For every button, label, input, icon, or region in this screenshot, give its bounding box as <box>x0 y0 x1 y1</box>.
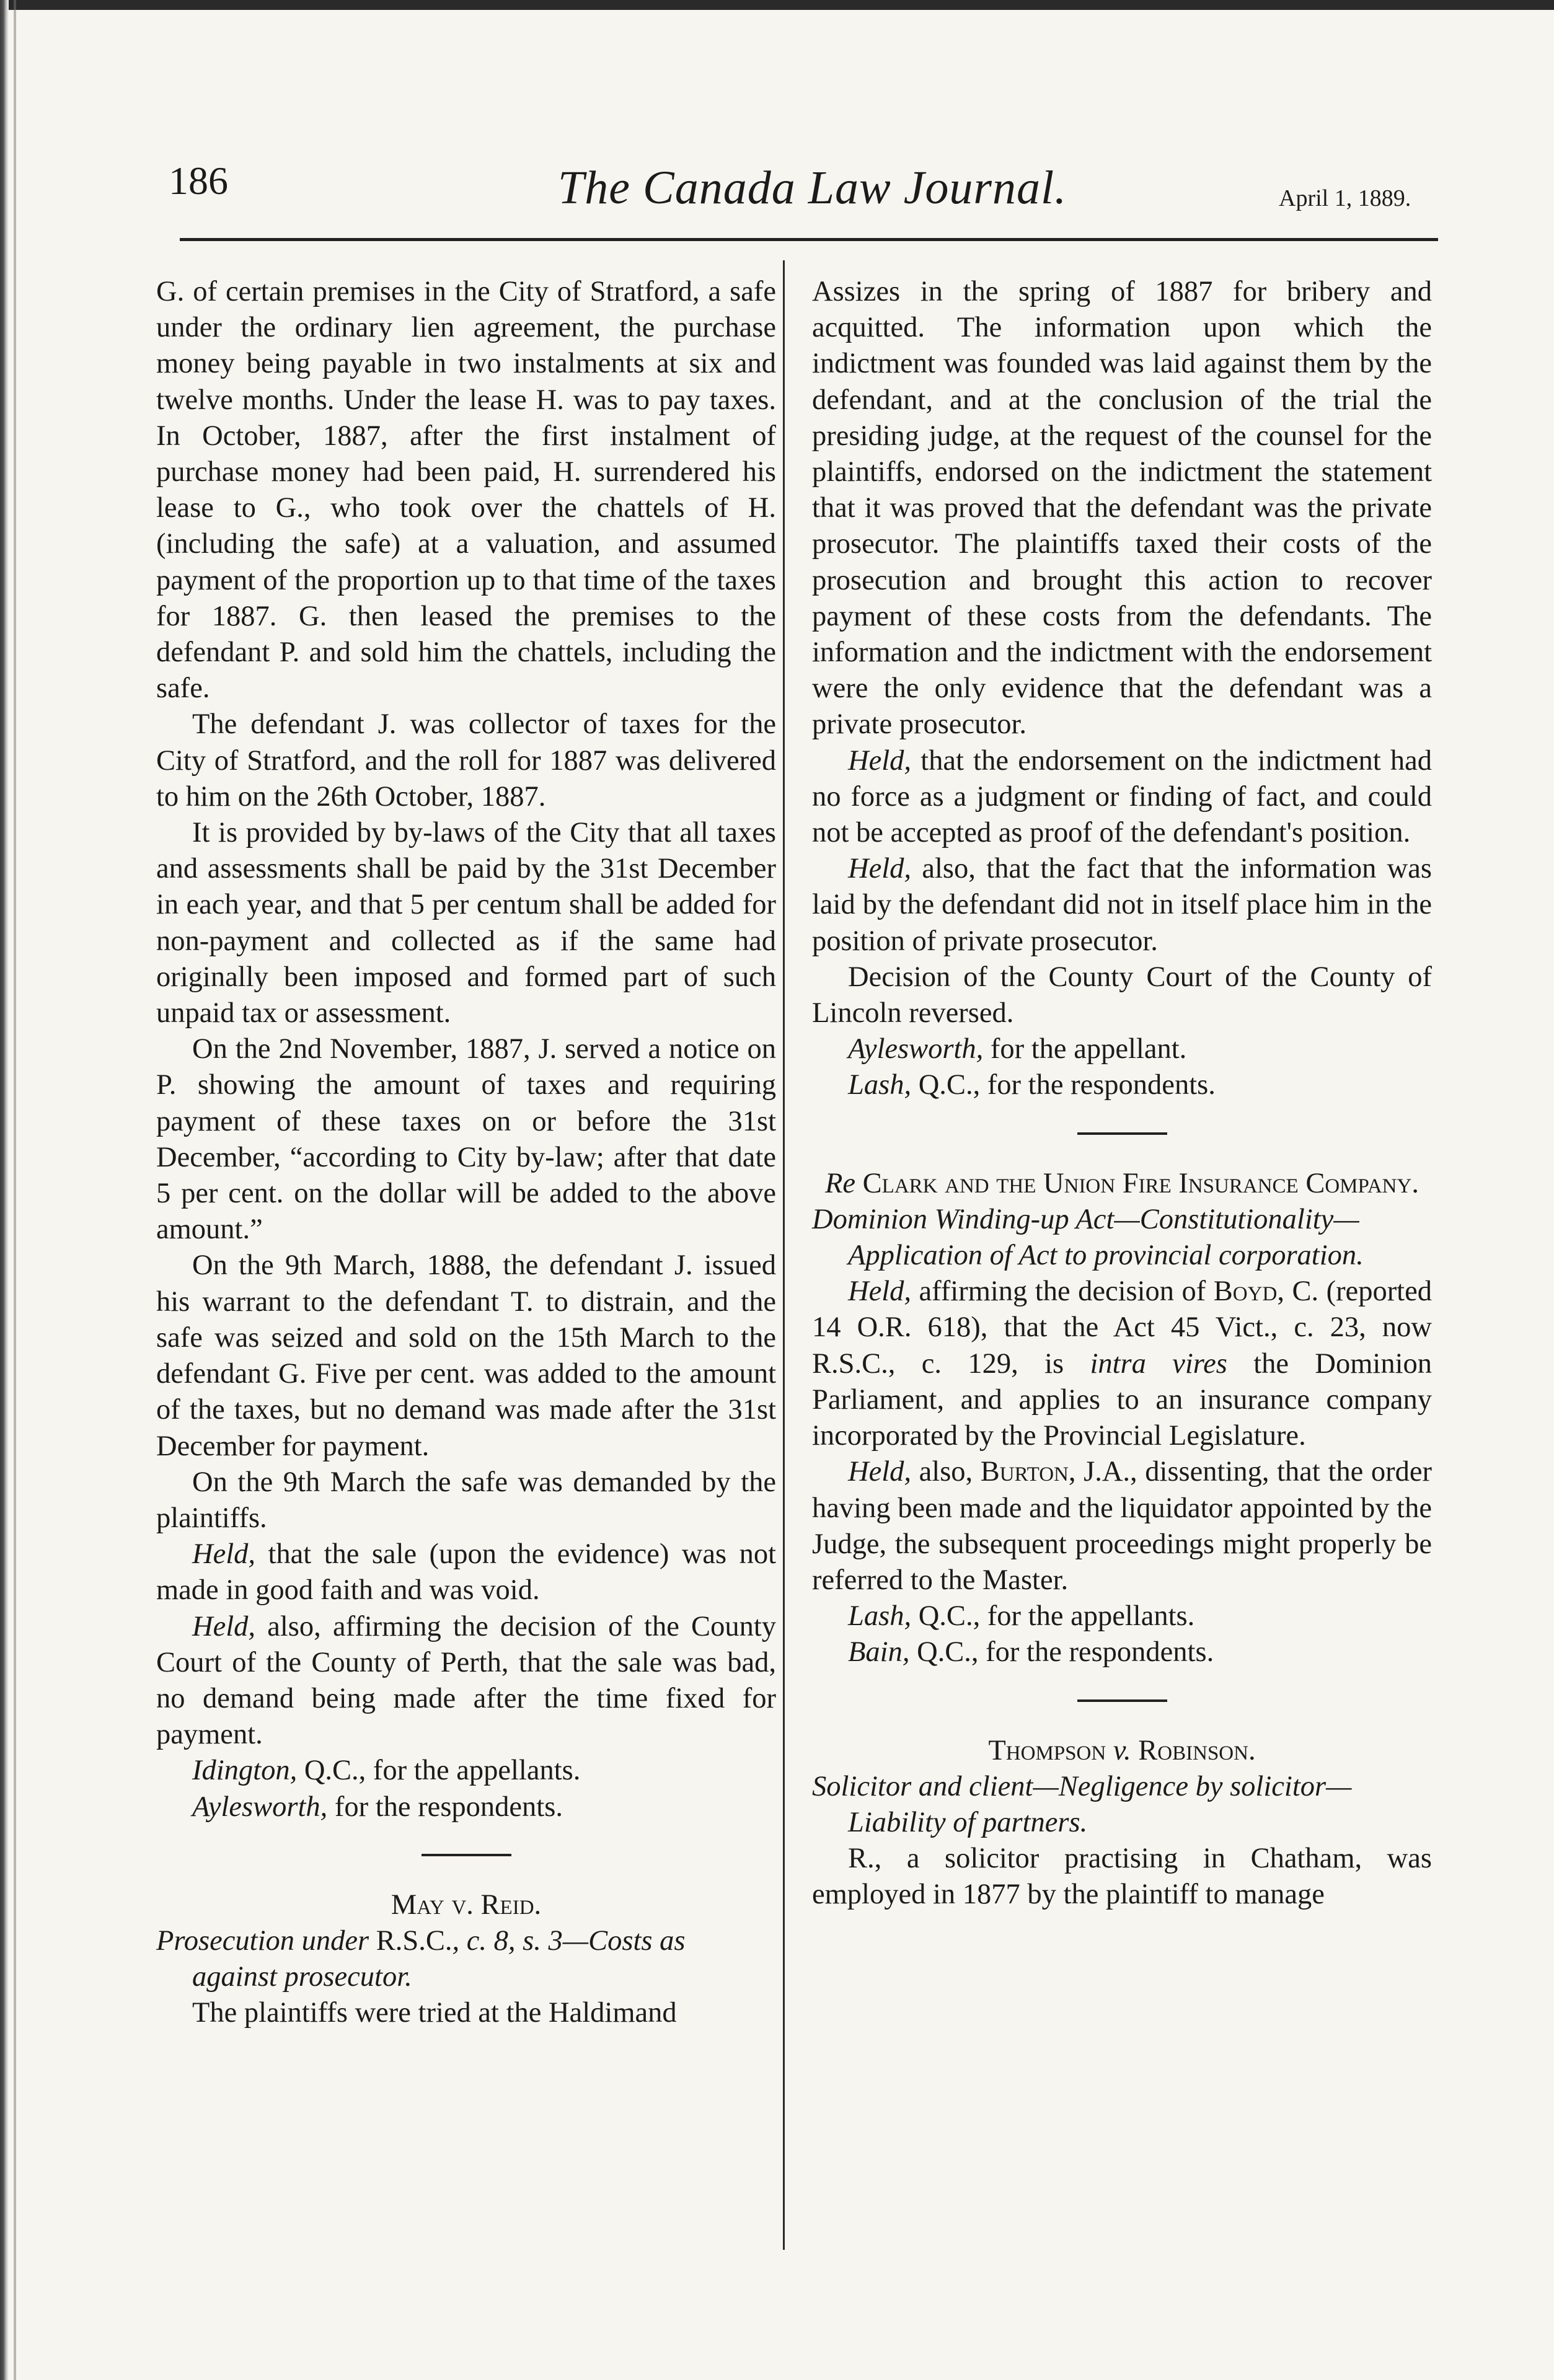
judge-name: Boyd <box>1213 1276 1278 1308</box>
counsel-role: Q.C., for the appellants. <box>297 1755 581 1787</box>
headnote-citation: R.S.C. <box>376 1924 453 1957</box>
held-label: Held, <box>192 1610 256 1642</box>
held-label: Held, <box>848 1456 912 1488</box>
counsel-line <box>848 1598 1432 1634</box>
case-title-prefix: Re <box>825 1167 856 1199</box>
counsel-name: Aylesworth, <box>848 1033 984 1065</box>
counsel-role: Q.C., for the appellants. <box>911 1600 1195 1633</box>
paragraph: G. of certain premises in the City of Stratford, a safe under the ordinary lien agreement, the purchase money being payable in two instalments at six and twelve months. Under the lease H. was to pay taxes. In October, 1887, after the first instalment of purchase money had been paid, H. surrendered his lease to G., who took over the chattels of H. (including the safe) at a valuation, and assumed payment of the proportion up to that time of the taxes for 1887. G. then leased the premises to the defendant P. and sold him the chattels, including the safe. <box>156 276 776 705</box>
paragraph: The plaintiffs were tried at the Haldimand <box>192 1997 677 2029</box>
held-paragraph <box>156 1609 776 1753</box>
paragraph: Assizes in the spring of 1887 for bribery and acquitted. The information upon which the indictment was founded was laid against them by the defendant, and at the conclusion of the trial the presiding judge, at the request of the counsel for the plaintiffs, endorsed on the indictment the statement that it was proved that the defendant was the private prosecutor. The plaintiffs taxed their costs of the prosecution and brought this action to recover payment of these costs from the defendants. The information and the indictment with the endorsement were the only evidence that the defendant was a private prosecutor. <box>812 276 1432 741</box>
counsel-name: Bain, <box>848 1636 910 1668</box>
held-text: also, <box>911 1456 981 1488</box>
decision-paragraph: Decision of the County Court of the County of Lincoln reversed. <box>812 961 1432 1029</box>
case-headnote <box>156 1923 776 1995</box>
section-divider <box>1077 1132 1167 1135</box>
scan-binding-line <box>14 0 16 2380</box>
case-title-parties: Clark and the Union Fire Insurance Company. <box>855 1167 1419 1199</box>
case-headnote: Solicitor and client—Negligence by solicitor—Liability of partners. <box>812 1770 1352 1838</box>
left-column <box>156 274 776 2032</box>
journal-title: The Canada Law Journal. <box>558 162 1067 214</box>
counsel-line <box>192 1753 776 1789</box>
paragraph: On the 9th March, 1888, the defendant J. issued his warrant to the defendant T. to distrain, and the safe was seized and sold on the 15th March to the defendant G. Five per cent. was added to the amount of the taxes, but no demand was made after the 31st December for payment. <box>156 1250 776 1462</box>
case-title <box>812 1733 1432 1769</box>
counsel-name: Lash, <box>848 1069 912 1101</box>
held-label: Held, <box>848 744 912 777</box>
counsel-name: Idington, <box>192 1755 298 1787</box>
counsel-line <box>848 1634 1432 1670</box>
counsel-role: Q.C., for the respondents. <box>909 1636 1214 1668</box>
counsel-role: Q.C., for the respondents. <box>911 1069 1216 1101</box>
right-column <box>812 274 1432 1913</box>
counsel-role: for the appellant. <box>983 1033 1187 1065</box>
held-paragraph <box>812 743 1432 852</box>
issue-date: April 1, 1889. <box>1279 185 1411 211</box>
judge-name: Burton <box>980 1456 1069 1488</box>
column-divider <box>783 260 785 2250</box>
held-label: Held, <box>848 853 912 885</box>
headnote-text: , c. 8, s. 3—Costs as against prosecutor. <box>192 1924 686 1993</box>
held-text: the Dominion Parliament, and applies to an insurance company incorporated by the Provincial Legislature. <box>812 1347 1432 1452</box>
held-text: also, that the fact that the information was laid by the defendant did not in itself place him in the position of private prosecutor. <box>812 853 1432 957</box>
counsel-line <box>848 1067 1432 1103</box>
held-paragraph <box>156 1536 776 1608</box>
held-text: , J.A., dissenting, that the order having been made and the liquidator appointed by the Judge, the subsequent proceedings might properly be referred to the Master. <box>812 1456 1432 1596</box>
paragraph: The defendant J. was collector of taxes for the City of Stratford, and the roll for 1887 was delivered to him on the 26th October, 1887. <box>156 708 776 813</box>
counsel-role: for the respondents. <box>327 1791 563 1823</box>
header-rule <box>180 238 1438 241</box>
section-divider <box>1077 1699 1167 1702</box>
held-text: also, affirming the decision of the County Court of the County of Perth, that the sale was bad, no demand being made after the time fixed for payment. <box>156 1610 776 1751</box>
latin-term: intra vires <box>1090 1347 1227 1380</box>
held-paragraph <box>812 1454 1432 1598</box>
held-label: Held, <box>848 1276 912 1308</box>
paragraph: On the 9th March the safe was demanded by the plaintiffs. <box>156 1466 776 1534</box>
held-text: that the sale (upon the evidence) was not made in good faith and was void. <box>156 1538 776 1606</box>
counsel-name: Lash, <box>848 1600 912 1633</box>
held-label: Held, <box>192 1538 256 1571</box>
case-title <box>812 1166 1432 1202</box>
paragraph: On the 2nd November, 1887, J. served a notice on P. showing the amount of taxes and requiring payment of these taxes on or before the 31st December, “according to City by-law; after that date 5 per cent. on the dollar will be added to the above amount.” <box>156 1033 776 1246</box>
paragraph: It is provided by by-laws of the City that all taxes and assessments shall be paid by the 31st December in each year, and that 5 per centum shall be added for non-payment and collected as if the same had originally been imposed and formed part of such unpaid tax or assessment. <box>156 817 776 1029</box>
held-text: affirming the decision of <box>911 1276 1214 1308</box>
held-text: , C. (reported 14 O.R. 618), that the Act 45 Vict., c. 23, now R.S.C., c. 129, is <box>812 1276 1432 1380</box>
page-number: 186 <box>169 159 228 203</box>
counsel-line <box>192 1789 776 1825</box>
held-paragraph <box>812 1274 1432 1454</box>
counsel-line <box>848 1031 1432 1067</box>
case-headnote: Dominion Winding-up Act—Constitutionality—Application of Act to provincial corporation. <box>812 1203 1364 1272</box>
case-title: May v. Reid. <box>391 1889 542 1921</box>
headnote-text: Prosecution under <box>156 1924 376 1957</box>
held-paragraph <box>812 851 1432 959</box>
counsel-name: Aylesworth, <box>192 1791 328 1823</box>
scan-binding-edge <box>0 0 9 2380</box>
page-header <box>0 0 1554 248</box>
held-text: that the endorsement on the indictment had no force as a judgment or finding of fact, and could not be accepted as proof of the defendant's position. <box>812 744 1432 849</box>
case-party: Thompson <box>988 1734 1106 1766</box>
section-divider <box>422 1854 511 1856</box>
case-party: Robinson. <box>1138 1734 1256 1766</box>
paragraph: R., a solicitor practising in Chatham, was employed in 1877 by the plaintiff to manage <box>812 1843 1432 1911</box>
case-versus: v. <box>1106 1734 1139 1766</box>
